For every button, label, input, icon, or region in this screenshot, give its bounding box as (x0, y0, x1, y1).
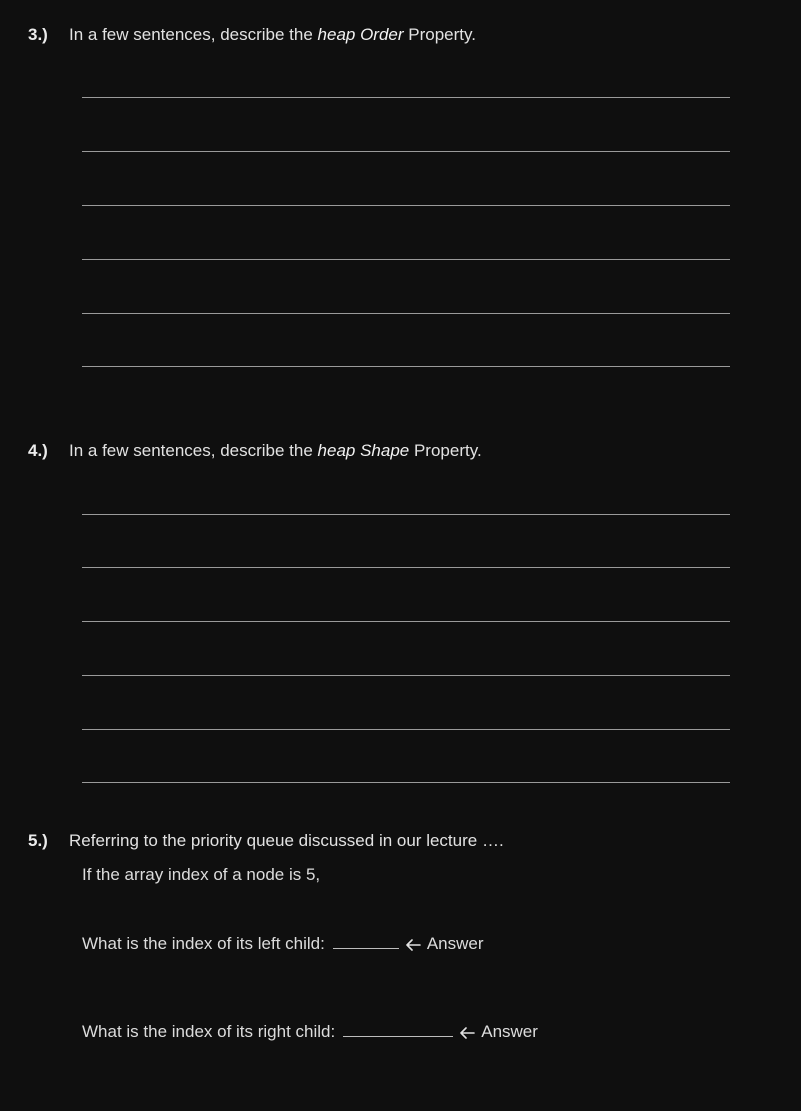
question-context: If the array index of a node is 5, (82, 865, 321, 884)
right-child-row (82, 1022, 538, 1042)
arrow-left-icon (405, 939, 421, 951)
question-prefix: In a few sentences, describe the (69, 25, 318, 44)
answer-label: Answer (481, 1022, 538, 1041)
question-suffix: Property. (403, 25, 476, 44)
answer-line[interactable] (82, 366, 730, 367)
answer-line[interactable] (82, 313, 730, 314)
answer-line[interactable] (82, 205, 730, 206)
question-5-heading (28, 831, 504, 851)
question-emphasis: heap Order (317, 25, 404, 44)
question-number: 3.) (28, 25, 48, 44)
answer-line[interactable] (82, 97, 730, 98)
question-number: 5.) (28, 831, 48, 850)
answer-line[interactable] (82, 729, 730, 730)
left-child-prompt: What is the index of its left child: (82, 934, 325, 953)
answer-label: Answer (426, 934, 484, 953)
question-suffix: Property. (409, 441, 482, 460)
left-child-answer-blank[interactable] (333, 936, 399, 949)
question-number: 4.) (28, 441, 48, 460)
question-prefix: In a few sentences, describe the (69, 441, 318, 460)
answer-line[interactable] (82, 675, 730, 676)
arrow-left-icon (459, 1027, 475, 1039)
answer-line[interactable] (82, 621, 730, 622)
question-3-heading (28, 25, 476, 45)
question-4-heading (28, 441, 482, 461)
answer-line[interactable] (82, 782, 730, 783)
left-child-row (82, 934, 484, 954)
question-text (69, 25, 476, 45)
answer-line[interactable] (82, 567, 730, 568)
right-child-prompt: What is the index of its right child: (82, 1022, 336, 1041)
answer-line[interactable] (82, 151, 730, 152)
right-child-answer-blank[interactable] (343, 1024, 453, 1037)
question-emphasis: heap Shape (317, 441, 410, 460)
question-text: Referring to the priority queue discussed in our lecture …. (69, 831, 504, 850)
question-text (69, 441, 482, 461)
answer-line[interactable] (82, 259, 730, 260)
answer-line[interactable] (82, 514, 730, 515)
